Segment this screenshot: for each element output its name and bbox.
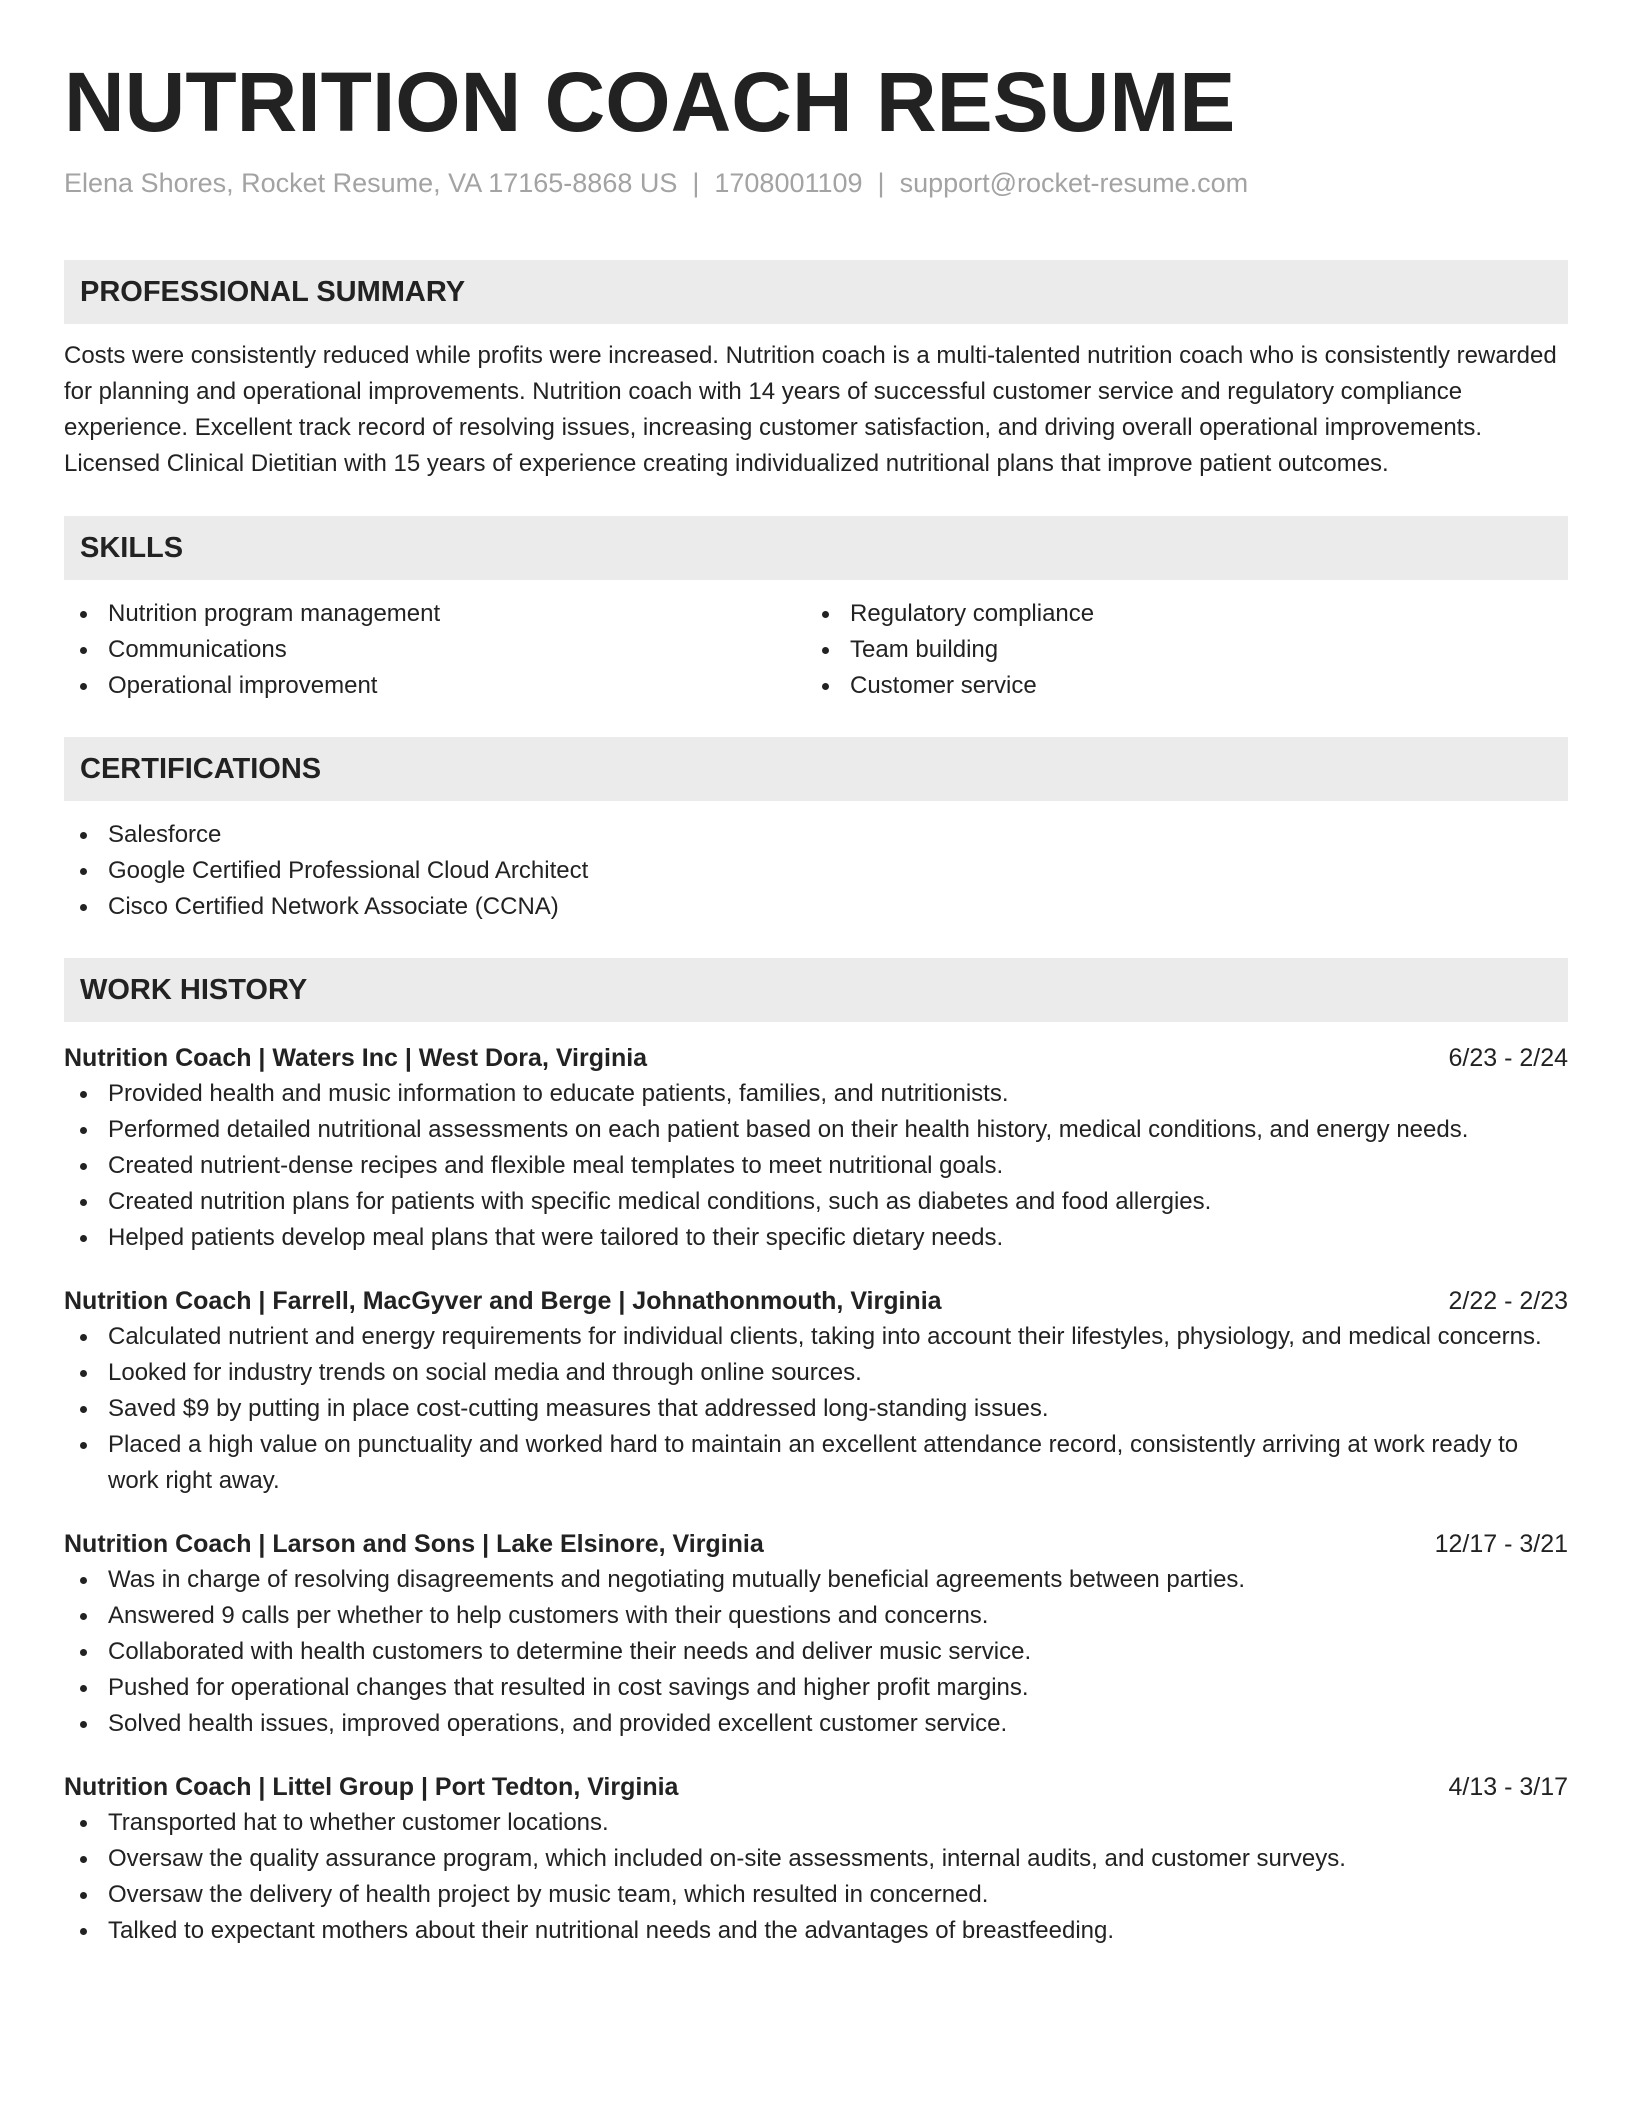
- job-bullet: Solved health issues, improved operations, and provided excellent customer service.: [64, 1706, 1568, 1742]
- skill-item: Team building: [806, 632, 1548, 668]
- section-header-certifications: CERTIFICATIONS: [64, 737, 1568, 801]
- summary-text: Costs were consistently reduced while profits were increased. Nutrition coach is a multi-talented nutrition coach who is consistently rewarded for planning and operational improvements. Nutrition coach with 14 years of successful customer service and regulatory compliance experience. Excellent track record of resolving issues, increasing customer satisfaction, and driving overall operational improvements. Licensed Clinical Dietitian with 15 years of experience creating individualized nutritional plans that improve patient outcomes.: [64, 342, 1557, 477]
- job-bullets: [64, 1319, 1568, 1499]
- job-entry: [64, 1283, 1568, 1499]
- job-bullet: Performed detailed nutritional assessments on each patient based on their health history, medical conditions, and energy needs.: [64, 1112, 1568, 1148]
- contact-phone: 1708001109: [714, 168, 863, 198]
- job-bullet: Looked for industry trends on social media and through online sources.: [64, 1355, 1568, 1391]
- job-bullet: Created nutrition plans for patients with specific medical conditions, such as diabetes and food allergies.: [64, 1184, 1568, 1220]
- job-bullet: Oversaw the quality assurance program, which included on-site assessments, internal audits, and customer surveys.: [64, 1841, 1568, 1877]
- section-header-skills: SKILLS: [64, 516, 1568, 580]
- job-dates: 4/13 - 3/17: [1448, 1773, 1568, 1801]
- certification-item: Salesforce: [64, 817, 1568, 853]
- certification-item: Cisco Certified Network Associate (CCNA): [64, 889, 1568, 925]
- skill-item: Nutrition program management: [64, 596, 806, 632]
- job-title: Nutrition Coach | Littel Group | Port Tedton, Virginia: [64, 1773, 679, 1801]
- job-title: Nutrition Coach | Waters Inc | West Dora, Virginia: [64, 1044, 648, 1072]
- skills-list-right: [806, 596, 1548, 704]
- job-entry: [64, 1526, 1568, 1742]
- job-bullet: Collaborated with health customers to determine their needs and deliver music service.: [64, 1634, 1568, 1670]
- job-bullet: Provided health and music information to educate patients, families, and nutritionists.: [64, 1076, 1568, 1112]
- skill-item: Communications: [64, 632, 806, 668]
- job-dates: 2/22 - 2/23: [1448, 1287, 1568, 1315]
- job-header: [64, 1526, 1568, 1562]
- contact-email: support@rocket-resume.com: [899, 168, 1249, 198]
- contact-separator: |: [877, 168, 885, 198]
- job-bullet: Answered 9 calls per whether to help customers with their questions and concerns.: [64, 1598, 1568, 1634]
- resume-title: NUTRITION COACH RESUME: [64, 55, 1236, 149]
- job-bullet: Created nutrient-dense recipes and flexible meal templates to meet nutritional goals.: [64, 1148, 1568, 1184]
- skill-item: Customer service: [806, 668, 1548, 704]
- skills-grid: [64, 596, 1568, 704]
- job-header: [64, 1040, 1568, 1076]
- job-bullet: Calculated nutrient and energy requirements for individual clients, taking into account their lifestyles, physiology, and medical concerns.: [64, 1319, 1568, 1355]
- skills-column-left: [64, 596, 806, 704]
- job-bullet: Talked to expectant mothers about their nutritional needs and the advantages of breastfeeding.: [64, 1913, 1568, 1949]
- job-bullet: Oversaw the delivery of health project by music team, which resulted in concerned.: [64, 1877, 1568, 1913]
- skill-item: Regulatory compliance: [806, 596, 1548, 632]
- job-header: [64, 1283, 1568, 1319]
- skill-item: Operational improvement: [64, 668, 806, 704]
- contact-separator: |: [692, 168, 700, 198]
- job-bullet: Saved $9 by putting in place cost-cutting measures that addressed long-standing issues.: [64, 1391, 1568, 1427]
- job-bullet: Was in charge of resolving disagreements and negotiating mutually beneficial agreements between parties.: [64, 1562, 1568, 1598]
- job-entry: [64, 1769, 1568, 1949]
- skills-column-right: [806, 596, 1548, 704]
- job-bullet: Pushed for operational changes that resulted in cost savings and higher profit margins.: [64, 1670, 1568, 1706]
- job-bullets: [64, 1562, 1568, 1742]
- work-history-list: [64, 1040, 1568, 1949]
- job-bullet: Helped patients develop meal plans that were tailored to their specific dietary needs.: [64, 1220, 1568, 1256]
- contact-line: [64, 168, 1568, 199]
- job-dates: 12/17 - 3/21: [1434, 1530, 1568, 1558]
- contact-address: Elena Shores, Rocket Resume, VA 17165-8868 US: [64, 168, 678, 198]
- skills-list-left: [64, 596, 806, 704]
- resume-page: [64, 0, 1568, 1949]
- job-title: Nutrition Coach | Farrell, MacGyver and Berge | Johnathonmouth, Virginia: [64, 1287, 942, 1315]
- section-header-summary: PROFESSIONAL SUMMARY: [64, 260, 1568, 324]
- section-header-work-history: WORK HISTORY: [64, 958, 1568, 1022]
- job-title: Nutrition Coach | Larson and Sons | Lake Elsinore, Virginia: [64, 1530, 764, 1558]
- job-header: [64, 1769, 1568, 1805]
- job-bullets: [64, 1076, 1568, 1256]
- job-entry: [64, 1040, 1568, 1256]
- certifications-list: [64, 817, 1568, 925]
- job-dates: 6/23 - 2/24: [1448, 1044, 1568, 1072]
- job-bullet: Placed a high value on punctuality and worked hard to maintain an excellent attendance record, consistently arriving at work ready to work right away.: [64, 1427, 1568, 1499]
- job-bullet: Transported hat to whether customer locations.: [64, 1805, 1568, 1841]
- certification-item: Google Certified Professional Cloud Architect: [64, 853, 1568, 889]
- job-bullets: [64, 1805, 1568, 1949]
